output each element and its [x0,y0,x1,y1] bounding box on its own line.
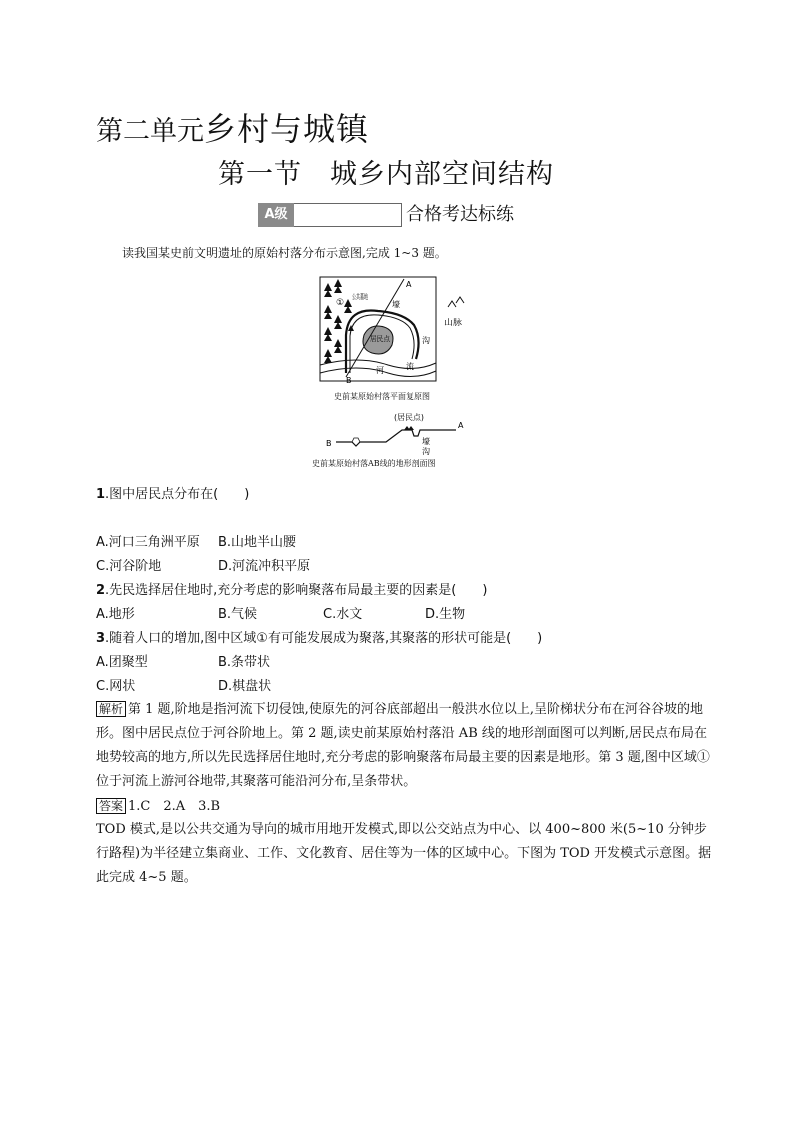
label-a-profile: A [458,421,464,430]
question-2-text: .先民选择居住地时,充分考虑的影响聚落布局最主要的因素是( ) [105,583,488,598]
label-moat-1: 壕 [392,300,400,309]
unit-prefix: 第二单元 [96,116,204,147]
figure1-caption: 史前某原始村落平面复原图 [334,392,430,401]
q3-option-a: A.团聚型 [96,655,148,670]
label-moat-profile-2: 沟 [422,447,430,456]
level-bar [258,201,514,227]
q1-option-a: A.河口三角洲平原 [96,535,200,550]
question-3-number: 3 [96,631,106,646]
analysis-text: 第 1 题,阶地是指河流下切侵蚀,使原先的河谷底部超出一般洪水位以上,呈阶梯状分布在河谷谷坡的地形。图中居民点位于河谷阶地上。第 2 题,读史前某原始村落沿 AB 线的地形剖面图可以判断,居民点布局在地势较高的地方,所以先民选择居住地时,充分考虑的影响聚落布局最主要的因素是地形。第 3 题,图中区域①位于河流上游河谷地带,其聚落可能沿河分布,呈条带状。 [96,702,710,789]
q1-option-d: D.河流冲积平原 [218,559,311,574]
question-2-number: 2 [96,583,106,598]
label-b: B [346,376,352,385]
question-2 [96,579,487,598]
question-3 [96,627,542,646]
label-cemetery: 公共墓地 [352,293,380,301]
q1-option-c: C.河谷阶地 [96,559,162,574]
profile-figure [322,408,472,456]
answer-tag: 答案 [96,798,126,814]
unit-name: 乡村与城镇 [204,110,370,148]
answer-text: 1.C 2.A 3.B [128,799,221,814]
q3-option-b: B.条带状 [218,655,271,670]
answer-block [96,794,712,819]
level-blank-box [294,203,402,227]
label-moat-profile-1: 壕 [422,437,430,446]
house-icon [404,426,414,430]
question-1 [96,483,249,502]
analysis-tag: 解析 [96,701,126,717]
q2-option-d: D.生物 [425,607,466,622]
q3-option-d: D.棋盘状 [218,679,272,694]
tod-paragraph: TOD 模式,是以公共交通为导向的城市用地开发模式,即以公交站点为中心、以 400~800 米(5~10 分钟步行路程)为半径建立集商业、工作、文化教育、居住等为一体的区域中心。下图为 TOD 开发模式示意图。据此完成 4~5 题。 [96,822,712,885]
q2-option-b: B.气候 [218,607,258,622]
label-a: A [406,280,412,289]
level-badge: A级 [258,203,294,227]
question-1-text: .图中居民点分布在( ) [105,487,250,502]
intro-text: 读我国某史前文明遗址的原始村落分布示意图,完成 1~3 题。 [122,246,447,260]
village-plan-figure [318,273,478,385]
level-text: 合格考达标练 [406,204,514,225]
q1-option-b: B.山地半山腰 [218,535,297,550]
q2-option-c: C.水文 [323,607,363,622]
figure2-caption: 史前某原始村落AB线的地形剖面图 [312,459,436,468]
label-river-1: 河 [376,366,384,375]
q3-option-c: C.网状 [96,679,136,694]
label-mountain: 山脉 [444,318,460,327]
label-moat-2: 沟 [422,336,430,345]
question-1-number: 1 [96,487,106,502]
label-river-2: 流 [406,362,414,371]
question-3-text: .随着人口的增加,图中区域①有可能发展成为聚落,其聚落的形状可能是( ) [105,631,543,646]
mountain-icon [448,297,464,307]
analysis-block [96,697,712,794]
unit-title [96,104,369,150]
river-channel [352,438,360,442]
q2-option-a: A.地形 [96,607,135,622]
label-residence: 居民点 [370,335,391,343]
label-residence-profile: (居民点) [394,413,425,422]
label-b-profile: B [326,439,332,448]
label-region-1: ① [336,298,345,308]
section-title: 第一节 城乡内部空间结构 [218,159,554,190]
